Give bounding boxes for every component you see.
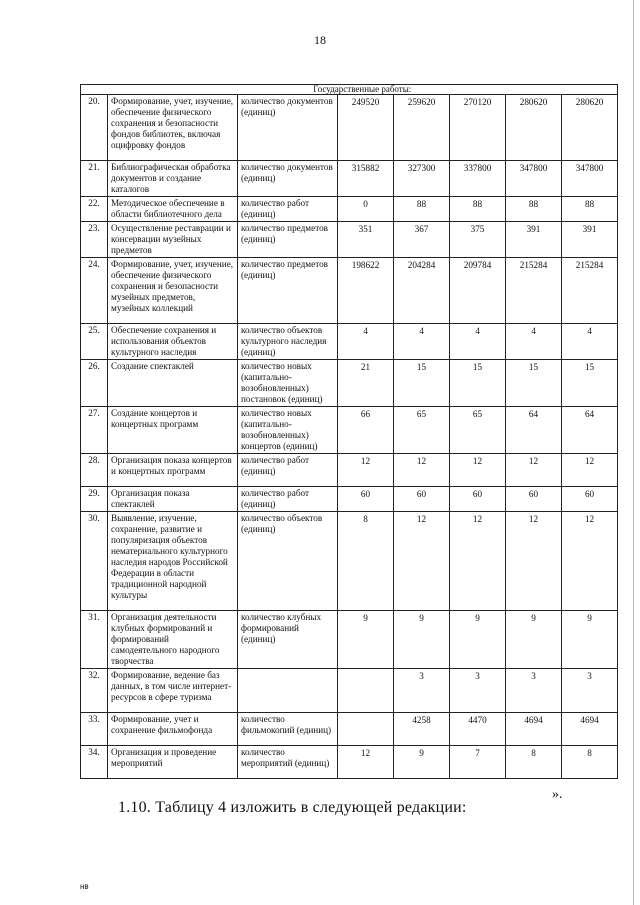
value-cell: 9 (562, 611, 618, 669)
state-works-table (80, 84, 618, 779)
table-row (81, 161, 618, 197)
work-name: Создание концертов и концертных программ (108, 407, 238, 454)
indicator: количество документов (единиц) (238, 95, 338, 161)
value-cell: 3 (394, 669, 450, 713)
value-cell: 12 (394, 512, 450, 611)
value-cell: 12 (506, 454, 562, 487)
value-cell: 4 (394, 324, 450, 360)
closing-quote: ». (552, 787, 563, 802)
value-cell: 215284 (506, 258, 562, 324)
value-cell: 327300 (394, 161, 450, 197)
value-cell: 65 (394, 407, 450, 454)
work-name: Библиографическая обработка документов и создание каталогов (108, 161, 238, 197)
value-cell: 347800 (506, 161, 562, 197)
value-cell: 280620 (562, 95, 618, 161)
value-cell: 4694 (562, 713, 618, 746)
work-name: Формирование, учет и сохранение фильмофонда (108, 713, 238, 746)
table-row (81, 360, 618, 407)
indicator: количество документов (единиц) (238, 161, 338, 197)
work-name: Организация показа спектаклей (108, 487, 238, 512)
table-row (81, 713, 618, 746)
value-cell: 7 (450, 746, 506, 779)
row-number: 22. (81, 197, 108, 222)
row-number: 26. (81, 360, 108, 407)
indicator: количество работ (единиц) (238, 487, 338, 512)
indicator: количество мероприятий (единиц) (238, 746, 338, 779)
value-cell: 21 (338, 360, 394, 407)
value-cell: 60 (394, 487, 450, 512)
value-cell: 209784 (450, 258, 506, 324)
value-cell: 12 (506, 512, 562, 611)
value-cell: 12 (394, 454, 450, 487)
table-row (81, 222, 618, 258)
table-row (81, 95, 618, 161)
footer-mark: нв (80, 882, 89, 891)
work-name: Организация деятельности клубных формирований и формирований самодеятельного народного творчества (108, 611, 238, 669)
section-header-row (81, 85, 618, 95)
value-cell: 60 (506, 487, 562, 512)
value-cell: 249520 (338, 95, 394, 161)
indicator: количество предметов (единиц) (238, 258, 338, 324)
work-name: Формирование, ведение баз данных, в том числе интернет-ресурсов в сфере туризма (108, 669, 238, 713)
table-row (81, 407, 618, 454)
value-cell: 204284 (394, 258, 450, 324)
value-cell: 4 (562, 324, 618, 360)
value-cell: 4 (450, 324, 506, 360)
value-cell: 8 (338, 512, 394, 611)
table-row (81, 258, 618, 324)
indicator: количество работ (единиц) (238, 197, 338, 222)
page-number: 18 (314, 33, 326, 47)
value-cell: 12 (562, 512, 618, 611)
value-cell: 280620 (506, 95, 562, 161)
row-number: 21. (81, 161, 108, 197)
indicator (238, 669, 338, 713)
table-row (81, 487, 618, 512)
row-number: 32. (81, 669, 108, 713)
work-name: Выявление, изучение, сохранение, развитие и популяризация объектов нематериального культурного наследия народов Российской Федерации в области традиционной народной культуры (108, 512, 238, 611)
value-cell: 9 (506, 611, 562, 669)
row-number: 25. (81, 324, 108, 360)
value-cell: 88 (506, 197, 562, 222)
table-row (81, 669, 618, 713)
header-blank-cell (81, 85, 108, 95)
value-cell: 4470 (450, 713, 506, 746)
value-cell: 65 (450, 407, 506, 454)
row-number: 29. (81, 487, 108, 512)
value-cell: 375 (450, 222, 506, 258)
row-number: 28. (81, 454, 108, 487)
value-cell: 12 (338, 454, 394, 487)
value-cell: 367 (394, 222, 450, 258)
work-name: Организация показа концертов и концертных программ (108, 454, 238, 487)
value-cell: 3 (450, 669, 506, 713)
table-row (81, 324, 618, 360)
value-cell: 60 (562, 487, 618, 512)
value-cell: 88 (450, 197, 506, 222)
value-cell: 3 (562, 669, 618, 713)
work-name: Методическое обеспечение в области библиотечного дела (108, 197, 238, 222)
value-cell (338, 669, 394, 713)
value-cell: 64 (562, 407, 618, 454)
indicator: количество работ (единиц) (238, 454, 338, 487)
table-row (81, 611, 618, 669)
value-cell: 60 (338, 487, 394, 512)
row-number: 24. (81, 258, 108, 324)
row-number: 23. (81, 222, 108, 258)
work-name: Формирование, учет, изучение, обеспечение физического сохранения и безопасности фондов библиотек, включая оцифровку фондов (108, 95, 238, 161)
value-cell: 8 (562, 746, 618, 779)
value-cell: 259620 (394, 95, 450, 161)
table-row (81, 512, 618, 611)
indicator: количество клубных формирований (единиц) (238, 611, 338, 669)
indicator: количество объектов (единиц) (238, 512, 338, 611)
indicator: количество новых (капитально-возобновленных) постановок (единиц) (238, 360, 338, 407)
value-cell: 88 (562, 197, 618, 222)
work-name: Организация и проведение мероприятий (108, 746, 238, 779)
value-cell: 391 (562, 222, 618, 258)
value-cell: 60 (450, 487, 506, 512)
value-cell: 64 (506, 407, 562, 454)
value-cell: 391 (506, 222, 562, 258)
row-number: 27. (81, 407, 108, 454)
value-cell: 66 (338, 407, 394, 454)
value-cell: 15 (450, 360, 506, 407)
value-cell: 9 (338, 611, 394, 669)
value-cell: 315882 (338, 161, 394, 197)
indicator: количество новых (капитально-возобновленных) концертов (единиц) (238, 407, 338, 454)
table-row (81, 746, 618, 779)
value-cell: 88 (394, 197, 450, 222)
value-cell: 12 (562, 454, 618, 487)
work-name: Формирование, учет, изучение, обеспечение физического сохранения и безопасности музейных предметов, музейных коллекций (108, 258, 238, 324)
value-cell: 4258 (394, 713, 450, 746)
work-name: Осуществление реставрации и консервации музейных предметов (108, 222, 238, 258)
value-cell: 337800 (450, 161, 506, 197)
value-cell: 351 (338, 222, 394, 258)
indicator: количество объектов культурного наследия (единиц) (238, 324, 338, 360)
instruction-text: 1.10. Таблицу 4 изложить в следующей редакции: (118, 799, 467, 816)
value-cell: 9 (394, 611, 450, 669)
work-name: Создание спектаклей (108, 360, 238, 407)
value-cell: 15 (394, 360, 450, 407)
indicator: количество предметов (единиц) (238, 222, 338, 258)
table-row (81, 454, 618, 487)
value-cell: 12 (450, 512, 506, 611)
value-cell: 4 (338, 324, 394, 360)
value-cell: 12 (338, 746, 394, 779)
table-row (81, 197, 618, 222)
value-cell: 347800 (562, 161, 618, 197)
indicator: количество фильмокопий (единиц) (238, 713, 338, 746)
value-cell: 0 (338, 197, 394, 222)
section-header: Государственные работы: (108, 85, 618, 95)
work-name: Обеспечение сохранения и использования объектов культурного наследия (108, 324, 238, 360)
value-cell: 15 (506, 360, 562, 407)
value-cell: 3 (506, 669, 562, 713)
row-number: 31. (81, 611, 108, 669)
value-cell: 4694 (506, 713, 562, 746)
row-number: 20. (81, 95, 108, 161)
value-cell: 15 (562, 360, 618, 407)
value-cell: 8 (506, 746, 562, 779)
table-body (81, 85, 618, 779)
value-cell: 270120 (450, 95, 506, 161)
value-cell: 9 (450, 611, 506, 669)
row-number: 34. (81, 746, 108, 779)
value-cell: 9 (394, 746, 450, 779)
value-cell: 12 (450, 454, 506, 487)
value-cell: 215284 (562, 258, 618, 324)
row-number: 33. (81, 713, 108, 746)
value-cell: 198622 (338, 258, 394, 324)
page-edge-line (633, 0, 634, 905)
row-number: 30. (81, 512, 108, 611)
value-cell (338, 713, 394, 746)
value-cell: 4 (506, 324, 562, 360)
